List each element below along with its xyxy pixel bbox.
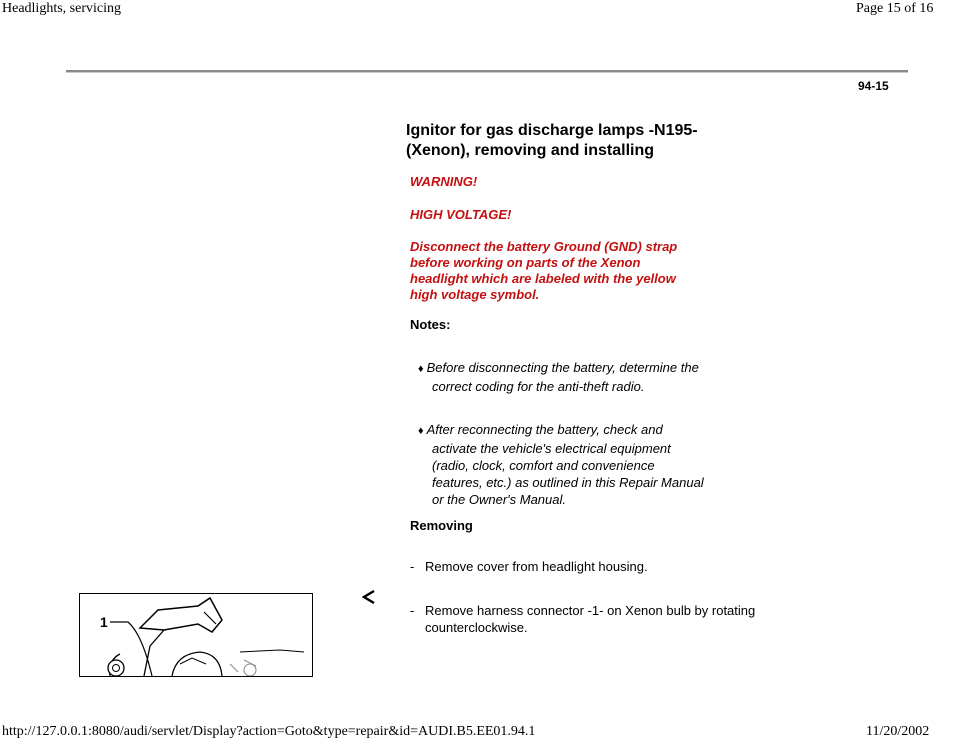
note-line: Before disconnecting the battery, determine the bbox=[426, 360, 699, 375]
page-indicator: Page 15 of 16 bbox=[856, 1, 934, 16]
note-line: (radio, clock, comfort and convenience bbox=[432, 458, 655, 473]
step-item bbox=[410, 602, 810, 636]
note-item bbox=[418, 359, 758, 395]
diamond-bullet-icon: ♦ bbox=[418, 363, 424, 375]
page-number: 94-15 bbox=[858, 79, 889, 93]
step-dash: - bbox=[410, 559, 415, 574]
warning-text bbox=[410, 239, 677, 303]
diamond-bullet-icon: ♦ bbox=[418, 425, 424, 437]
step-dash: - bbox=[410, 603, 415, 618]
warning-line: high voltage symbol. bbox=[410, 287, 540, 302]
warning-line: before working on parts of the Xenon bbox=[410, 255, 641, 270]
warning-line: headlight which are labeled with the yellow bbox=[410, 271, 676, 286]
figure-callout: 1 bbox=[100, 614, 108, 630]
step-text: counterclockwise. bbox=[425, 620, 528, 635]
note-line: After reconnecting the battery, check and bbox=[426, 422, 663, 437]
section-title-line1: Ignitor for gas discharge lamps -N195- bbox=[406, 122, 698, 139]
step-item bbox=[410, 558, 810, 575]
footer-url[interactable]: http://127.0.0.1:8080/audi/servlet/Display?action=Goto&type=repair&id=AUDI.B5.EE01.94.1 bbox=[2, 724, 536, 739]
note-item bbox=[418, 421, 758, 508]
note-line: features, etc.) as outlined in this Repair Manual bbox=[432, 475, 704, 490]
warning-label: WARNING! bbox=[410, 174, 478, 189]
note-line: or the Owner's Manual. bbox=[432, 492, 566, 507]
step-text: Remove harness connector -1- on Xenon bulb by rotating bbox=[425, 603, 756, 618]
removing-label: Removing bbox=[410, 518, 473, 533]
step-text: Remove cover from headlight housing. bbox=[425, 559, 648, 574]
warning-line: Disconnect the battery Ground (GND) strap bbox=[410, 239, 678, 254]
notes-label: Notes: bbox=[410, 317, 451, 332]
note-line: correct coding for the anti-theft radio. bbox=[432, 379, 645, 394]
headlight-illustration bbox=[79, 593, 313, 677]
headlight-drawing bbox=[80, 594, 312, 676]
footer-date: 11/20/2002 bbox=[866, 724, 930, 739]
section-title bbox=[406, 121, 698, 161]
warning-headline: HIGH VOLTAGE! bbox=[410, 207, 512, 222]
section-title-line2: (Xenon), removing and installing bbox=[406, 142, 655, 159]
document-title: Headlights, servicing bbox=[2, 1, 121, 16]
figure-pointer-icon bbox=[362, 590, 376, 609]
note-line: activate the vehicle's electrical equipment bbox=[432, 441, 671, 456]
header-rule bbox=[66, 70, 908, 73]
